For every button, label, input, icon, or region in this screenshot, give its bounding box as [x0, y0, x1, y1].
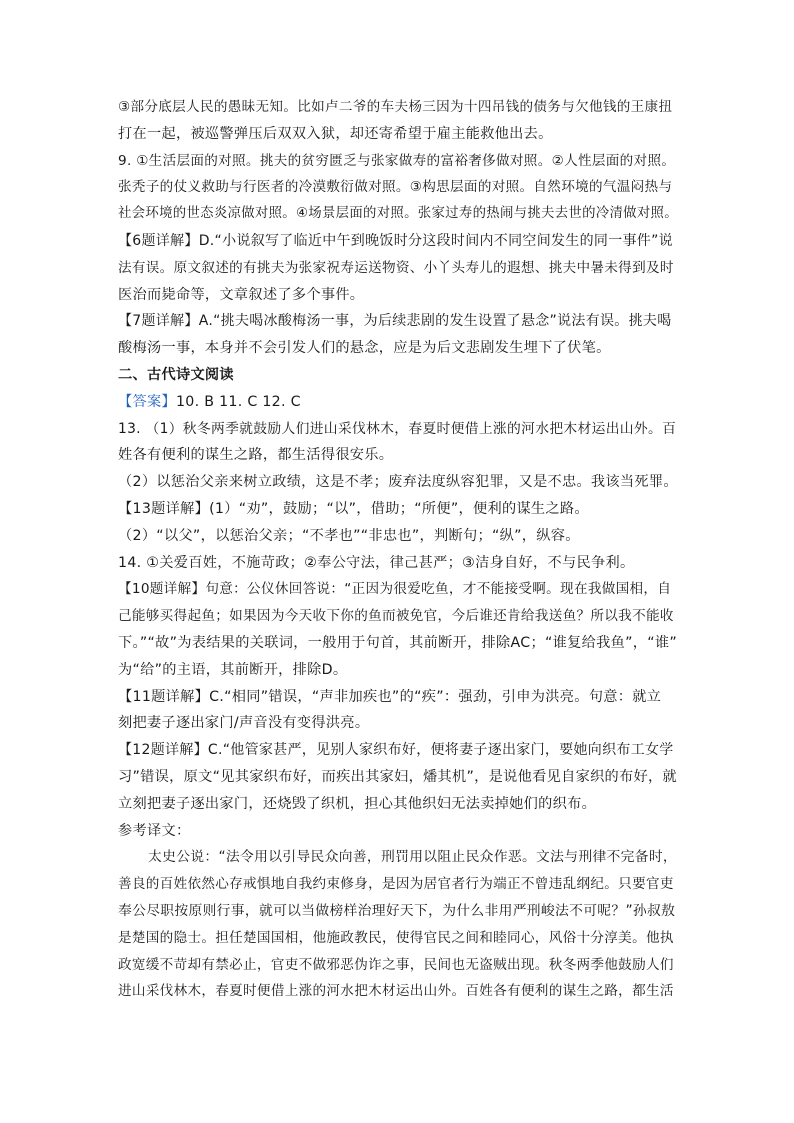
line-text: C.“相同”错误，“声非加疾也”的“疾”：强劲，引申为洪亮。句意：就立 [209, 688, 662, 705]
text-line [118, 818, 678, 845]
detail-label: 【7题详解】 [118, 313, 199, 330]
text-line [118, 871, 678, 898]
line-text: 二、古代诗文阅读 [118, 366, 234, 383]
text-line [118, 523, 678, 550]
line-text: 参考译文： [118, 822, 191, 839]
text-line [118, 978, 678, 1005]
line-text: C.“他管家甚严，见别人家织布好，便将妻子逐出家门，要她向织布工女学 [207, 742, 674, 759]
text-line [118, 416, 678, 443]
line-text: 习”错误，原文“见其家织布好，而疾出其家妇，燔其机”，是说他看见自家织的布好，就 [118, 768, 677, 785]
line-text: 10. B 11. C 12. C [175, 393, 301, 410]
detail-line [118, 389, 678, 416]
detail-line [118, 684, 678, 711]
detail-label: 【13题详解】 [118, 500, 210, 517]
line-text: 下。”“故”为表结果的关联词，一般用于句首，其前断开，排除AC；“谁复给我鱼”，“谁” [118, 634, 677, 651]
line-text: 打在一起，被巡警弹压后双双入狱，却还寄希望于雇主能救他出去。 [118, 125, 553, 142]
line-text: A.“挑夫喝冰酸梅汤一事，为后续悲剧的发生设置了悬念”说法有误。挑夫喝 [198, 313, 672, 330]
line-text: D.“小说叙写了临近中午到晚饭时分这段时间内不同空间发生的同一事件”说 [198, 232, 673, 249]
detail-label: 【10题详解】 [118, 581, 206, 598]
line-text: ③部分底层人民的愚昧无知。比如卢二爷的车夫杨三因为十四吊钱的债务与欠他钱的王康扭 [118, 99, 673, 115]
answer-label: 【答案】 [118, 393, 176, 410]
detail-label: 【11题详解】 [118, 688, 210, 705]
text-line [118, 952, 678, 979]
text-line [118, 335, 678, 362]
detail-line [118, 496, 678, 523]
detail-label: 【6题详解】 [118, 232, 199, 249]
line-text: 太史公说：“法令用以引导民众向善，刑罚用以阻止民众作恶。文法与刑律不完备时， [148, 849, 678, 866]
text-line [118, 148, 678, 175]
line-text: 13. （1）秋冬两季就鼓励人们进山采伐林木，春夏时便借上涨的河水把木材运出山外。百 [118, 420, 677, 437]
text-line [118, 469, 678, 496]
line-text: 酸梅汤一事，本身并不会引发人们的悬念，应是为后文悲剧发生埋下了伏笔。 [118, 340, 611, 357]
detail-line [118, 308, 678, 335]
text-line [118, 282, 678, 309]
detail-line [118, 576, 678, 603]
line-text: 社会环境的世态炎凉做对照。④场景层面的对照。张家过寿的热闹与挑夫去世的冷清做对照。 [118, 206, 678, 222]
line-text: 法有误。原文叙述的有挑夫为张家祝寿运送物资、小丫头寿儿的遐想、挑夫中暑未得到及时 [118, 259, 674, 276]
text-line [118, 550, 678, 577]
text-line [118, 442, 678, 469]
text-line [118, 630, 678, 657]
line-text: 14. ①关爱百姓，不施苛政；②奉公守法，律己甚严；③洁身自好，不与民争利。 [118, 554, 635, 571]
text-line [118, 764, 678, 791]
page-content [118, 94, 678, 1005]
line-text: 政宽缓不苛却有禁必止，官吏不做邪恶伪诈之事，民间也无盗贼出现。秋冬两季他鼓励人们 [118, 956, 674, 973]
text-line [118, 362, 678, 389]
text-line [118, 844, 678, 871]
line-text: （2）“以父”，以惩治父亲；“不孝也”“非忠也”，判断句；“纵”，纵容。 [118, 527, 580, 544]
text-line [118, 121, 678, 148]
detail-label: 【12题详解】 [118, 742, 208, 759]
line-text: 句意：公仪休回答说：“正因为很爱吃鱼，才不能接受啊。现在我做国相，自 [205, 581, 672, 598]
line-text: 善良的百姓依然心存戒惧地自我约束修身，是因为居官者行为端正不曾违乱纲纪。只要官吏 [118, 876, 674, 893]
line-text: 奉公尽职按原则行事，就可以当做榜样治理好天下，为什么非用严刑峻法不可呢？”孙叔敖 [118, 902, 676, 919]
line-text: 医治而毙命等，文章叙述了多个事件。 [118, 286, 365, 303]
line-text: 9. ①生活层面的对照。挑夫的贫穷匮乏与张家做寿的富裕奢侈做对照。②人性层面的对照。 [118, 152, 676, 169]
line-text: (1）“劝”，鼓励；“以”，借助；“所便”，便利的谋生之路。 [209, 500, 589, 517]
text-line [118, 925, 678, 952]
line-text: 己能够买得起鱼；如果因为今天收下你的鱼而被免官，今后谁还肯给我送鱼？所以我不能收 [118, 608, 674, 625]
detail-line [118, 737, 678, 764]
detail-line [118, 228, 678, 255]
text-line [118, 791, 678, 818]
line-text: 刻把妻子逐出家门/声音没有变得洪亮。 [118, 715, 370, 732]
text-line [118, 657, 678, 684]
text-line [118, 603, 678, 630]
text-line [118, 174, 678, 201]
text-line [118, 898, 678, 925]
line-text: 为“给”的主语，其前断开，排除D。 [118, 661, 348, 678]
line-text: 立刻把妻子逐出家门，还烧毁了织机，担心其他织妇无法卖掉她们的织布。 [118, 795, 597, 812]
line-text: 进山采伐林木，春夏时便借上涨的河水把木材运出山外。百姓各有便利的谋生之路，都生活 [118, 983, 674, 1000]
text-line [118, 255, 678, 282]
line-text: 张秃子的仗义救助与行医者的冷漠敷衍做对照。③构思层面的对照。自然环境的气温闷热与 [118, 179, 673, 196]
text-line [118, 94, 678, 121]
line-text: 姓各有便利的谋生之路，都生活得很安乐。 [118, 447, 394, 464]
text-line [118, 710, 678, 737]
line-text: 是楚国的隐士。担任楚国国相，他施政教民，使得官民之间和睦同心，风俗十分淳美。他执 [118, 929, 674, 946]
line-text: （2）以惩治父亲来树立政绩，这是不孝；废弃法度纵容犯罪，又是不忠。我该当死罪。 [118, 474, 678, 491]
text-line [118, 201, 678, 228]
